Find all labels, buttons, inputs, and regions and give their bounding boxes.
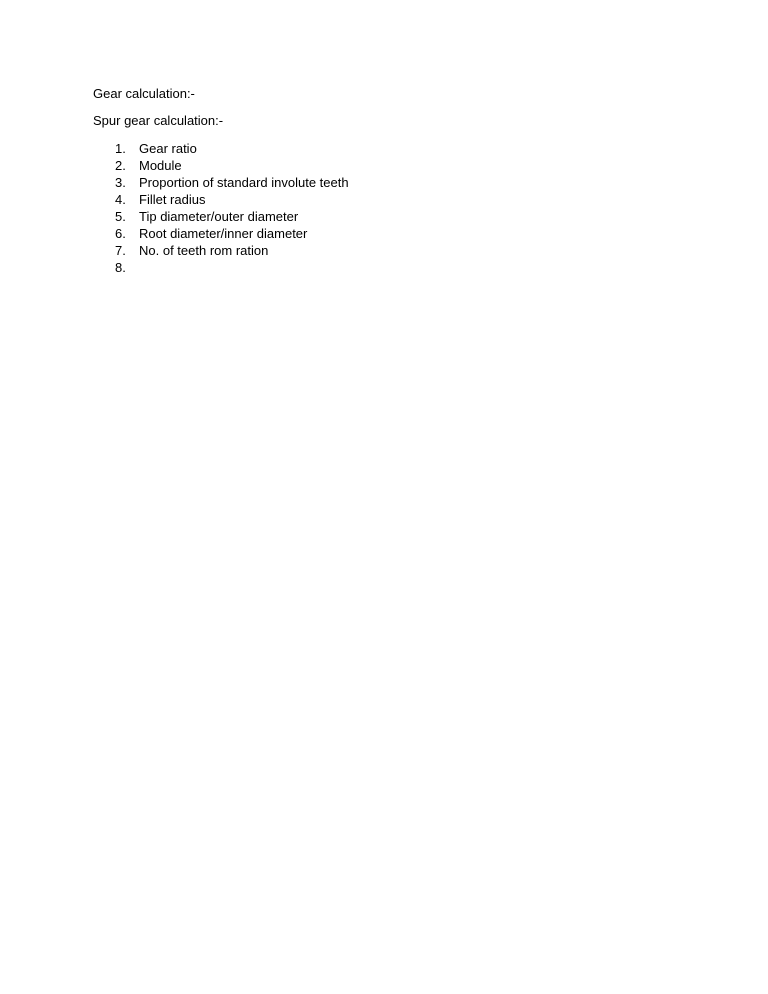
list-item <box>115 242 693 259</box>
calculation-list <box>93 140 693 276</box>
list-item-text: Module <box>139 158 182 173</box>
list-item-number: 8. <box>115 260 126 275</box>
list-item <box>115 140 693 157</box>
list-item-text: Root diameter/inner diameter <box>139 226 308 241</box>
list-item-text: Fillet radius <box>139 192 206 207</box>
list-item-text: Gear ratio <box>139 141 197 156</box>
list-item-number: 5. <box>115 209 126 224</box>
list-item-number: 2. <box>115 158 126 173</box>
list-item <box>115 208 693 225</box>
document-heading: Gear calculation:- <box>93 86 195 101</box>
list-item <box>115 174 693 191</box>
list-item-number: 3. <box>115 175 126 190</box>
list-item <box>115 191 693 208</box>
list-item-number: 6. <box>115 226 126 241</box>
list-item <box>115 157 693 174</box>
list-item <box>115 259 693 276</box>
list-item-text: Proportion of standard involute teeth <box>139 175 349 190</box>
document-subheading: Spur gear calculation:- <box>93 113 224 128</box>
list-item <box>115 225 693 242</box>
list-item-text: No. of teeth rom ration <box>139 243 269 258</box>
list-item-number: 1. <box>115 141 126 156</box>
list-item-number: 4. <box>115 192 126 207</box>
document-body <box>93 86 693 276</box>
list-item-number: 7. <box>115 243 126 258</box>
list-item-text: Tip diameter/outer diameter <box>139 209 299 224</box>
